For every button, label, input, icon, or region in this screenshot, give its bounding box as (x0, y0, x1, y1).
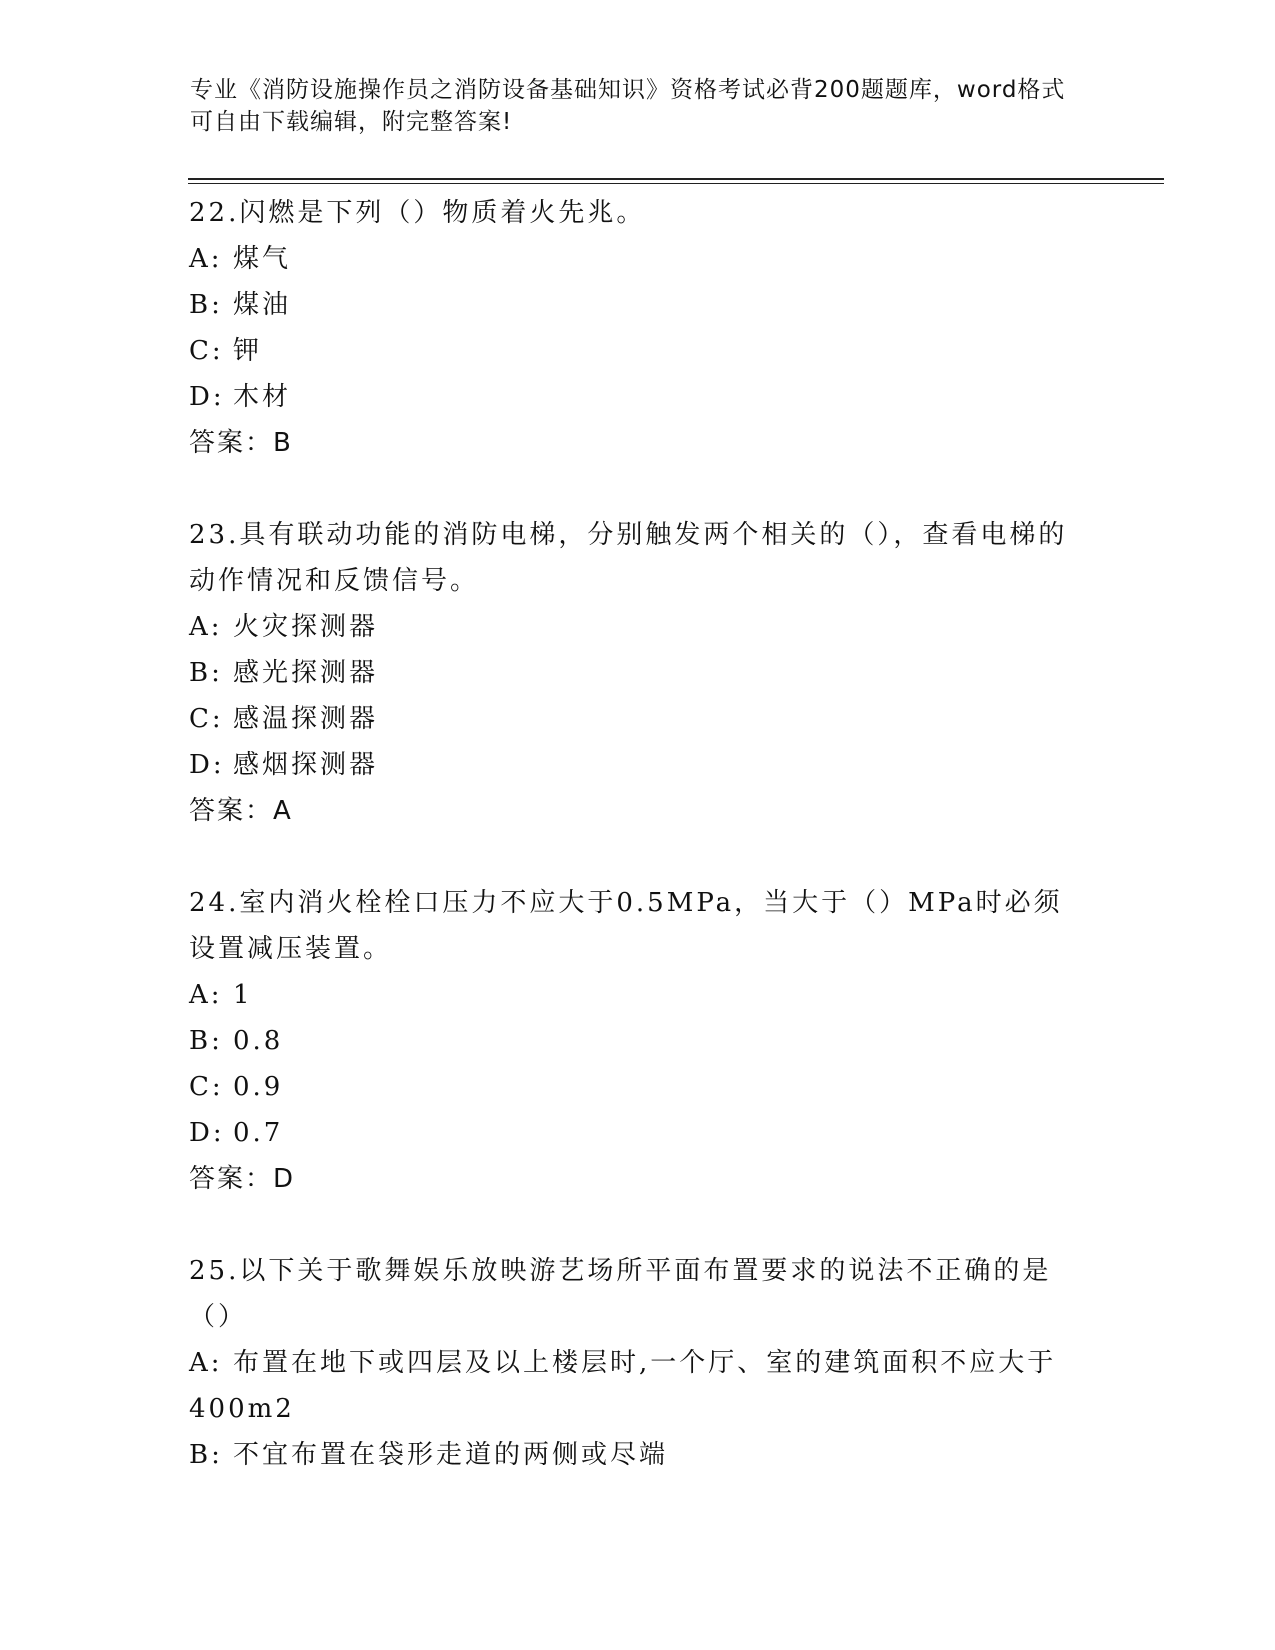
answer-line: 答案：D (189, 1164, 296, 1194)
header-divider-thick (188, 178, 1164, 180)
question-text: 22.闪燃是下列（）物质着火先兆。 (189, 198, 646, 228)
option-b (189, 282, 1089, 328)
option-text: 1 (233, 980, 253, 1010)
question-text: 25.以下关于歌舞娱乐放映游艺场所平面布置要求的说法不正确的是（） (189, 1256, 1052, 1332)
answer-line: 答案：A (189, 796, 293, 826)
option-d (189, 1110, 1089, 1156)
option-a (189, 972, 1089, 1018)
option-letter: C: (189, 704, 224, 734)
option-letter: A: (189, 612, 223, 642)
option-letter: B: (189, 1026, 223, 1056)
option-letter: D: (189, 1118, 225, 1148)
question-list (189, 190, 1089, 1524)
option-c (189, 328, 1089, 374)
option-text: 布置在地下或四层及以上楼层时,一个厅、室的建筑面积不应大于400m2 (189, 1348, 1057, 1424)
question-text: 23.具有联动功能的消防电梯，分别触发两个相关的（），查看电梯的动作情况和反馈信号。 (189, 520, 1068, 596)
option-letter: D: (189, 382, 225, 412)
option-letter: B: (189, 290, 223, 320)
header-divider-thin (188, 183, 1164, 184)
question-24 (189, 880, 1089, 1202)
option-text: 火灾探测器 (233, 612, 379, 642)
option-letter: A: (189, 1348, 223, 1378)
option-letter: C: (189, 1072, 224, 1102)
question-22 (189, 190, 1089, 466)
question-25 (189, 1248, 1089, 1478)
option-text: 钾 (233, 336, 263, 366)
option-text: 不宜布置在袋形走道的两侧或尽端 (233, 1440, 669, 1470)
option-b (189, 650, 1089, 696)
option-c (189, 1064, 1089, 1110)
answer-line: 答案：B (189, 428, 293, 458)
option-c (189, 696, 1089, 742)
document-intro: 专业《消防设施操作员之消防设备基础知识》资格考试必背200题题库，word格式可自由下载编辑，附完整答案! (190, 77, 1066, 135)
option-text: 0.8 (233, 1026, 284, 1056)
option-text: 煤气 (233, 244, 292, 274)
option-letter: B: (189, 1440, 223, 1470)
option-letter: A: (189, 244, 223, 274)
option-text: 木材 (233, 382, 292, 412)
option-letter: A: (189, 980, 223, 1010)
option-text: 煤油 (233, 290, 292, 320)
option-a (189, 236, 1089, 282)
option-a (189, 604, 1089, 650)
option-letter: D: (189, 750, 225, 780)
option-letter: C: (189, 336, 224, 366)
question-text: 24.室内消火栓栓口压力不应大于0.5MPa，当大于（）MPa时必须设置减压装置。 (189, 888, 1063, 964)
option-text: 感温探测器 (233, 704, 379, 734)
option-b (189, 1018, 1089, 1064)
option-text: 0.9 (233, 1072, 284, 1102)
option-letter: B: (189, 658, 223, 688)
option-text: 感烟探测器 (233, 750, 379, 780)
option-text: 0.7 (233, 1118, 284, 1148)
question-23 (189, 512, 1089, 834)
option-a (189, 1340, 1089, 1432)
option-d (189, 742, 1089, 788)
option-d (189, 374, 1089, 420)
option-b (189, 1432, 1089, 1478)
option-text: 感光探测器 (233, 658, 379, 688)
